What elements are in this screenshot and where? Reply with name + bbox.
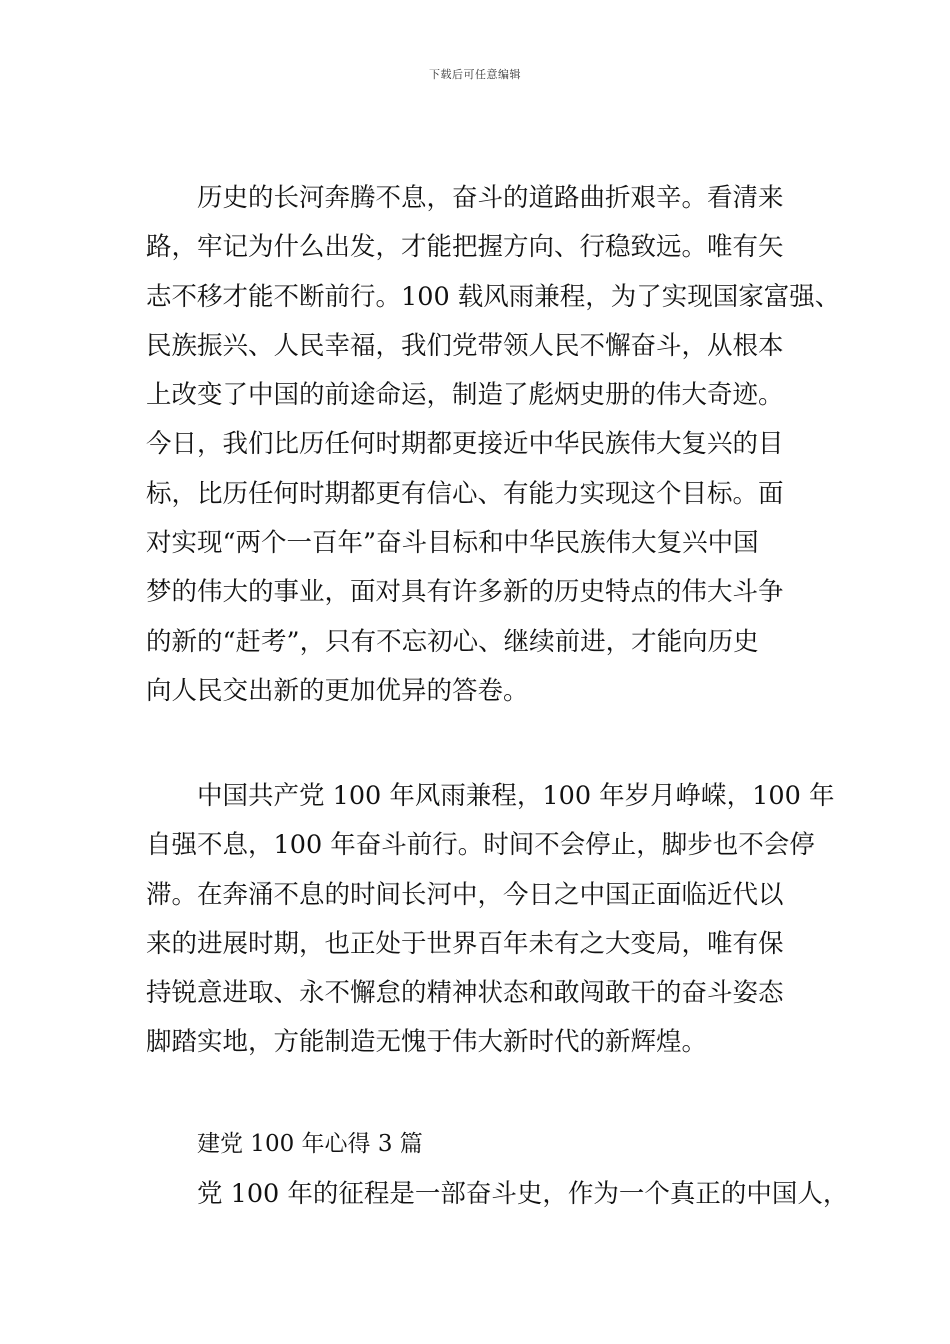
paragraph-line: 今日，我们比历任何时期都更接近中华民族伟大复兴的目 [146, 429, 784, 460]
paragraph-line: 党 100 年的征程是一部奋斗史，作为一个真正的中国人， [197, 1179, 849, 1209]
paragraph-line: 来的进展时期，也正处于世界百年未有之大变局，唯有保 [146, 928, 784, 959]
header-note: 下载后可任意编辑 [429, 68, 521, 81]
paragraph-line: 对实现“两个一百年”奋斗目标和中华民族伟大复兴中国 [146, 528, 759, 559]
paragraph-2 [146, 772, 836, 1068]
paragraph-3 [146, 1170, 849, 1219]
paragraph-line: 的新的“赶考”，只有不忘初心、继续前进，才能向历史 [146, 626, 759, 657]
paragraph-line: 自强不息，100 年奋斗前行。时间不会停止，脚步也不会停 [146, 830, 815, 861]
paragraph-line: 持锐意进取、永不懈怠的精神状态和敢闯敢干的奋斗姿态 [146, 978, 784, 1009]
paragraph-line: 中国共产党 100 年风雨兼程，100 年岁月峥嵘，100 年 [197, 781, 835, 811]
paragraph-line: 上改变了中国的前途命运，制造了彪炳史册的伟大奇迹。 [146, 380, 784, 411]
section-heading-block [146, 1118, 836, 1170]
paragraph-line: 标，比历任何时期都更有信心、有能力实现这个目标。面 [146, 478, 784, 509]
paragraph-line: 向人民交出新的更加优异的答卷。 [146, 675, 529, 706]
paragraph-line: 脚踏实地，方能制造无愧于伟大新时代的新辉煌。 [146, 1027, 708, 1058]
paragraph-line: 历史的长河奔腾不息，奋斗的道路曲折艰辛。看清来 [197, 183, 784, 213]
paragraph-line: 志不移才能不断前行。100 载风雨兼程，为了实现国家富强、 [146, 281, 841, 312]
paragraph-line: 民族振兴、人民幸福，我们党带领人民不懈奋斗，从根本 [146, 330, 784, 361]
paragraph-line: 梦的伟大的事业，面对具有许多新的历史特点的伟大斗争 [146, 577, 784, 608]
paragraph-line: 滞。在奔涌不息的时间长河中，今日之中国正面临近代以 [146, 879, 784, 910]
section-heading: 建党 100 年心得 3 篇 [197, 1131, 423, 1157]
paragraph-line: 路，牢记为什么出发，才能把握方向、行稳致远。唯有矢 [146, 232, 784, 263]
paragraph-1 [146, 174, 841, 716]
